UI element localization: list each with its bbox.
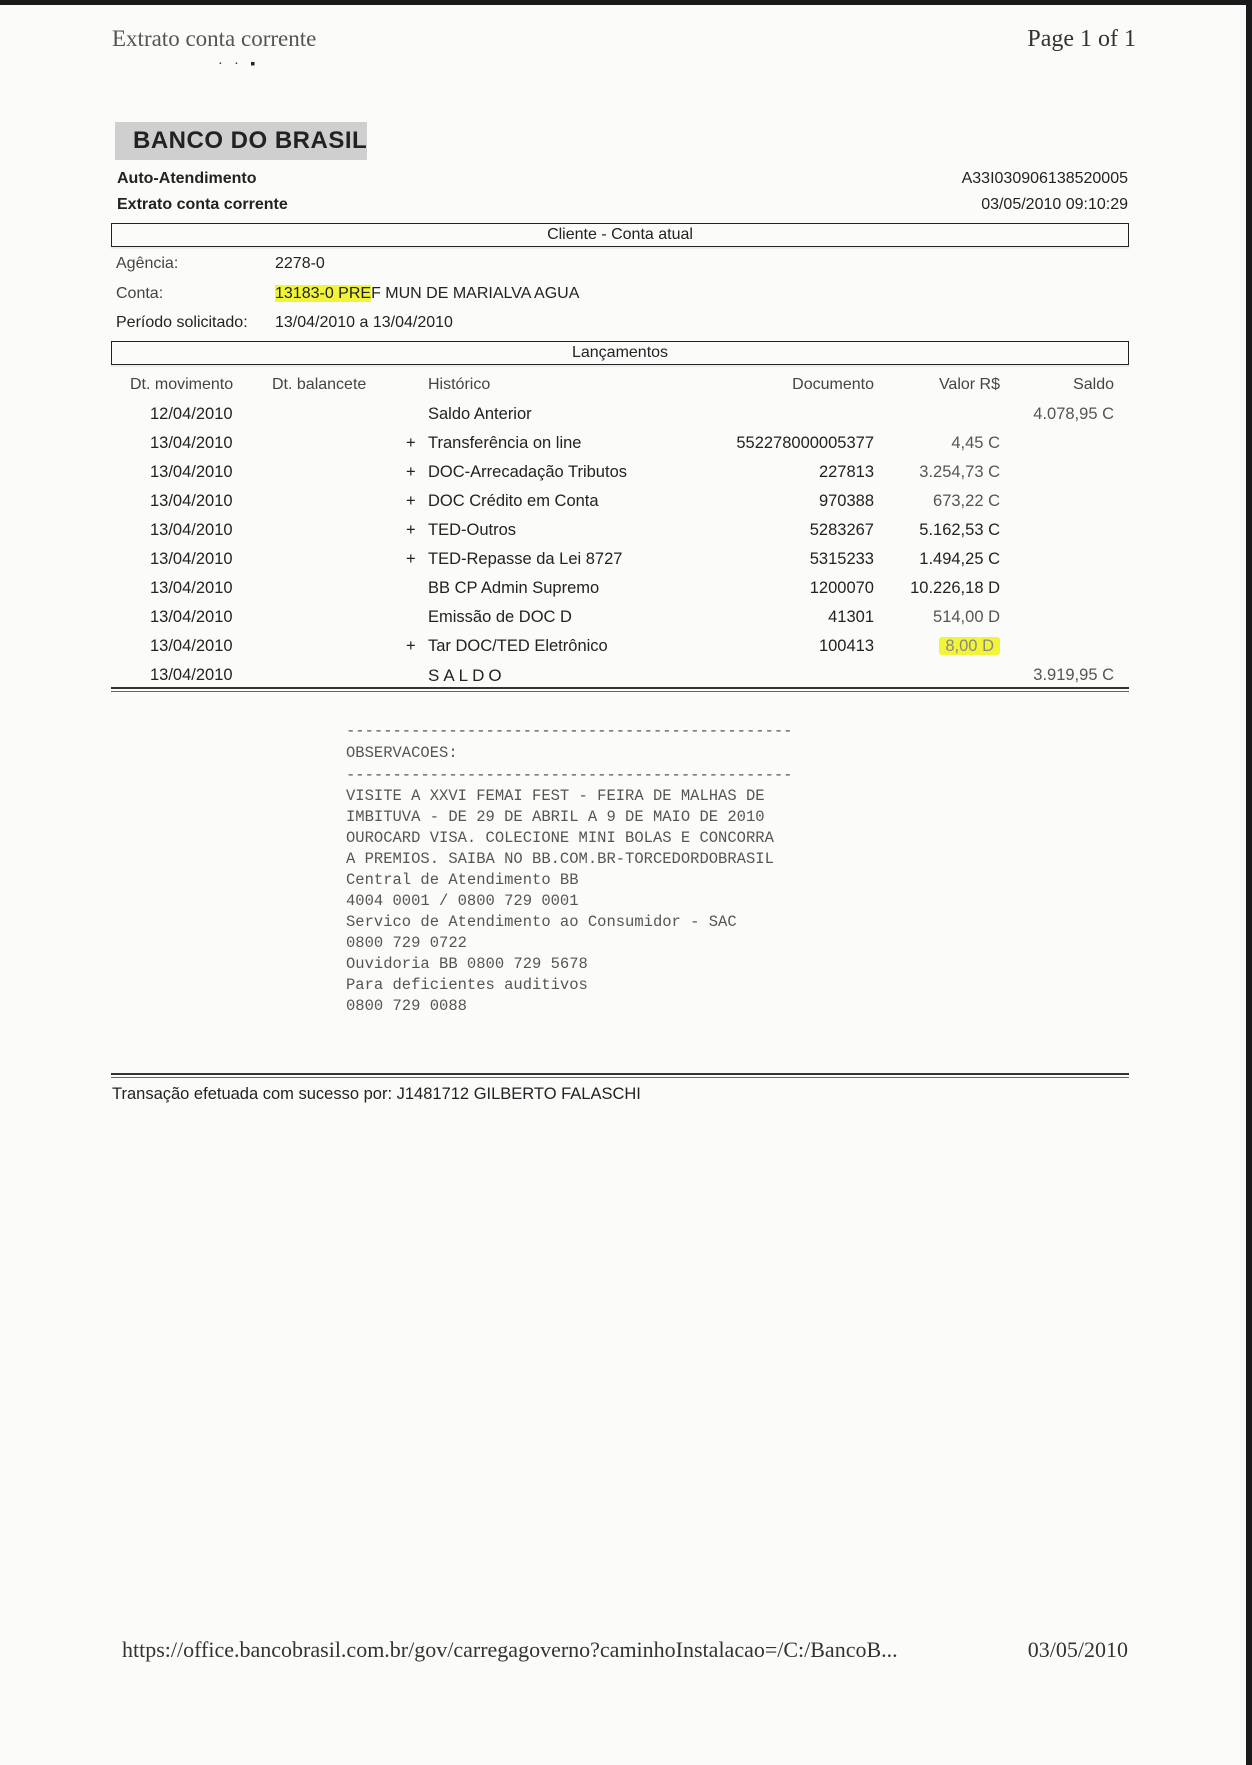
account-holder: F MUN DE MARIALVA AGUA — [371, 285, 580, 302]
row-value: 10.226,18 D — [910, 579, 1000, 597]
table-row — [0, 579, 1246, 608]
account-label: Conta: — [116, 285, 164, 302]
print-footer-url: https://office.bancobrasil.com.br/gov/carregagoverno?caminhoInstalacao=/C:/BancoB... — [122, 1637, 898, 1662]
transaction-confirmation: Transação efetuada com sucesso por: J1481712 GILBERTO FALASCHI — [112, 1085, 641, 1103]
observations-line: Servico de Atendimento ao Consumidor - SAC — [346, 913, 737, 931]
row-balance: 3.919,95 C — [1033, 666, 1114, 684]
row-document: 41301 — [828, 608, 874, 626]
row-history: Tar DOC/TED Eletrônico — [428, 637, 608, 655]
row-value: 673,22 C — [933, 492, 1000, 510]
row-value: 514,00 D — [933, 608, 1000, 626]
row-sign: + — [406, 637, 416, 655]
row-history: BB CP Admin Supremo — [428, 579, 600, 597]
table-row — [0, 492, 1246, 521]
period-label: Período solicitado: — [116, 314, 248, 331]
table-row — [0, 434, 1246, 463]
client-section-bar — [111, 223, 1129, 247]
observations-line: Central de Atendimento BB — [346, 871, 579, 889]
col-header-balance-date: Dt. balancete — [272, 376, 367, 393]
row-history: Saldo Anterior — [428, 405, 532, 423]
service-name: Auto-Atendimento — [117, 170, 257, 187]
col-header-value: Valor R$ — [938, 376, 1000, 393]
row-history: TED-Outros — [428, 521, 517, 539]
row-history: SALDO — [428, 666, 506, 685]
row-value: 1.494,25 C — [919, 550, 1000, 568]
row-document: 5283267 — [809, 521, 874, 539]
row-history: Emissão de DOC D — [428, 608, 572, 626]
row-sign: + — [406, 550, 416, 568]
row-history: Transferência on line — [428, 434, 582, 452]
period-value: 13/04/2010 a 13/04/2010 — [275, 314, 453, 331]
observations-line: 0800 729 0722 — [346, 934, 467, 952]
observations-title: OBSERVACOES: — [346, 744, 458, 762]
footer-rule-2 — [111, 1077, 1129, 1078]
row-value: 4,45 C — [951, 434, 1000, 452]
account-number-highlight: 13183-0 PRE — [275, 285, 372, 302]
observations-line: Para deficientes auditivos — [346, 976, 588, 994]
row-document: 227813 — [818, 463, 874, 481]
col-header-balance: Saldo — [1073, 376, 1114, 393]
agency-label: Agência: — [116, 255, 179, 272]
observations-line: IMBITUVA - DE 29 DE ABRIL A 9 DE MAIO DE 2010 — [346, 808, 765, 826]
row-date: 13/04/2010 — [150, 608, 233, 626]
row-document: 100413 — [818, 637, 874, 655]
row-sign: + — [406, 492, 416, 510]
observations-line: 4004 0001 / 0800 729 0001 — [346, 892, 579, 910]
col-header-date: Dt. movimento — [130, 376, 234, 393]
row-date: 13/04/2010 — [150, 666, 233, 684]
table-row — [0, 608, 1246, 637]
transactions-section-title: Lançamentos — [571, 344, 669, 361]
print-footer-date: 03/05/2010 — [1027, 1637, 1128, 1662]
table-row — [0, 550, 1246, 579]
row-date: 13/04/2010 — [150, 637, 233, 655]
agency-value: 2278-0 — [275, 255, 325, 272]
account-value — [275, 285, 579, 303]
row-date: 12/04/2010 — [150, 405, 233, 423]
row-history: DOC-Arrecadação Tributos — [428, 463, 627, 481]
col-header-history: Histórico — [428, 376, 491, 393]
row-document: 970388 — [818, 492, 874, 510]
scan-specks: · · ▪ — [218, 57, 260, 72]
print-header-title: Extrato conta corrente — [112, 26, 317, 51]
row-history: DOC Crédito em Conta — [428, 492, 599, 510]
print-header-page: Page 1 of 1 — [1027, 26, 1136, 52]
row-sign: + — [406, 463, 416, 481]
row-value-highlighted — [939, 637, 1000, 656]
row-history: TED-Repasse da Lei 8727 — [428, 550, 623, 568]
table-row — [0, 521, 1246, 550]
table-row — [0, 637, 1246, 666]
row-document: 552278000005377 — [736, 434, 874, 452]
col-header-document: Documento — [792, 376, 874, 393]
observations-line: VISITE A XXVI FEMAI FEST - FEIRA DE MALHAS DE — [346, 787, 765, 805]
bank-name: BANCO DO BRASIL — [133, 127, 368, 154]
table-row — [0, 405, 1246, 434]
row-document: 1200070 — [809, 579, 874, 597]
value-highlight: 8,00 D — [939, 637, 1000, 655]
row-date: 13/04/2010 — [150, 579, 233, 597]
document-title: Extrato conta corrente — [117, 196, 288, 213]
row-date: 13/04/2010 — [150, 521, 233, 539]
bank-logo — [115, 122, 367, 160]
row-sign: + — [406, 521, 416, 539]
transactions-section-bar — [111, 341, 1129, 365]
issue-datetime: 03/05/2010 09:10:29 — [981, 196, 1128, 213]
statement-page — [0, 5, 1246, 1765]
observations-line: OUROCARD VISA. COLECIONE MINI BOLAS E CONCORRA — [346, 829, 774, 847]
observations-line: Ouvidoria BB 0800 729 5678 — [346, 955, 588, 973]
client-section-title: Cliente - Conta atual — [547, 226, 693, 243]
row-date: 13/04/2010 — [150, 492, 233, 510]
observations-line: A PREMIOS. SAIBA NO BB.COM.BR-TORCEDORDOBRASIL — [346, 850, 774, 868]
row-date: 13/04/2010 — [150, 550, 233, 568]
row-value: 5.162,53 C — [919, 521, 1000, 539]
table-row — [0, 463, 1246, 492]
observations-rule-bottom: ------------------------------------------------ — [346, 766, 793, 784]
table-bottom-rule-2 — [111, 691, 1129, 692]
row-document: 5315233 — [809, 550, 874, 568]
row-date: 13/04/2010 — [150, 463, 233, 481]
row-balance: 4.078,95 C — [1033, 405, 1114, 423]
authentication-code: A33I030906138520005 — [961, 170, 1128, 187]
footer-rule — [111, 1073, 1129, 1075]
row-date: 13/04/2010 — [150, 434, 233, 452]
observations-line: 0800 729 0088 — [346, 997, 467, 1015]
observations-rule-top: ------------------------------------------------ — [346, 722, 793, 740]
table-bottom-rule — [111, 687, 1129, 689]
row-value: 3.254,73 C — [919, 463, 1000, 481]
row-sign: + — [406, 434, 416, 452]
